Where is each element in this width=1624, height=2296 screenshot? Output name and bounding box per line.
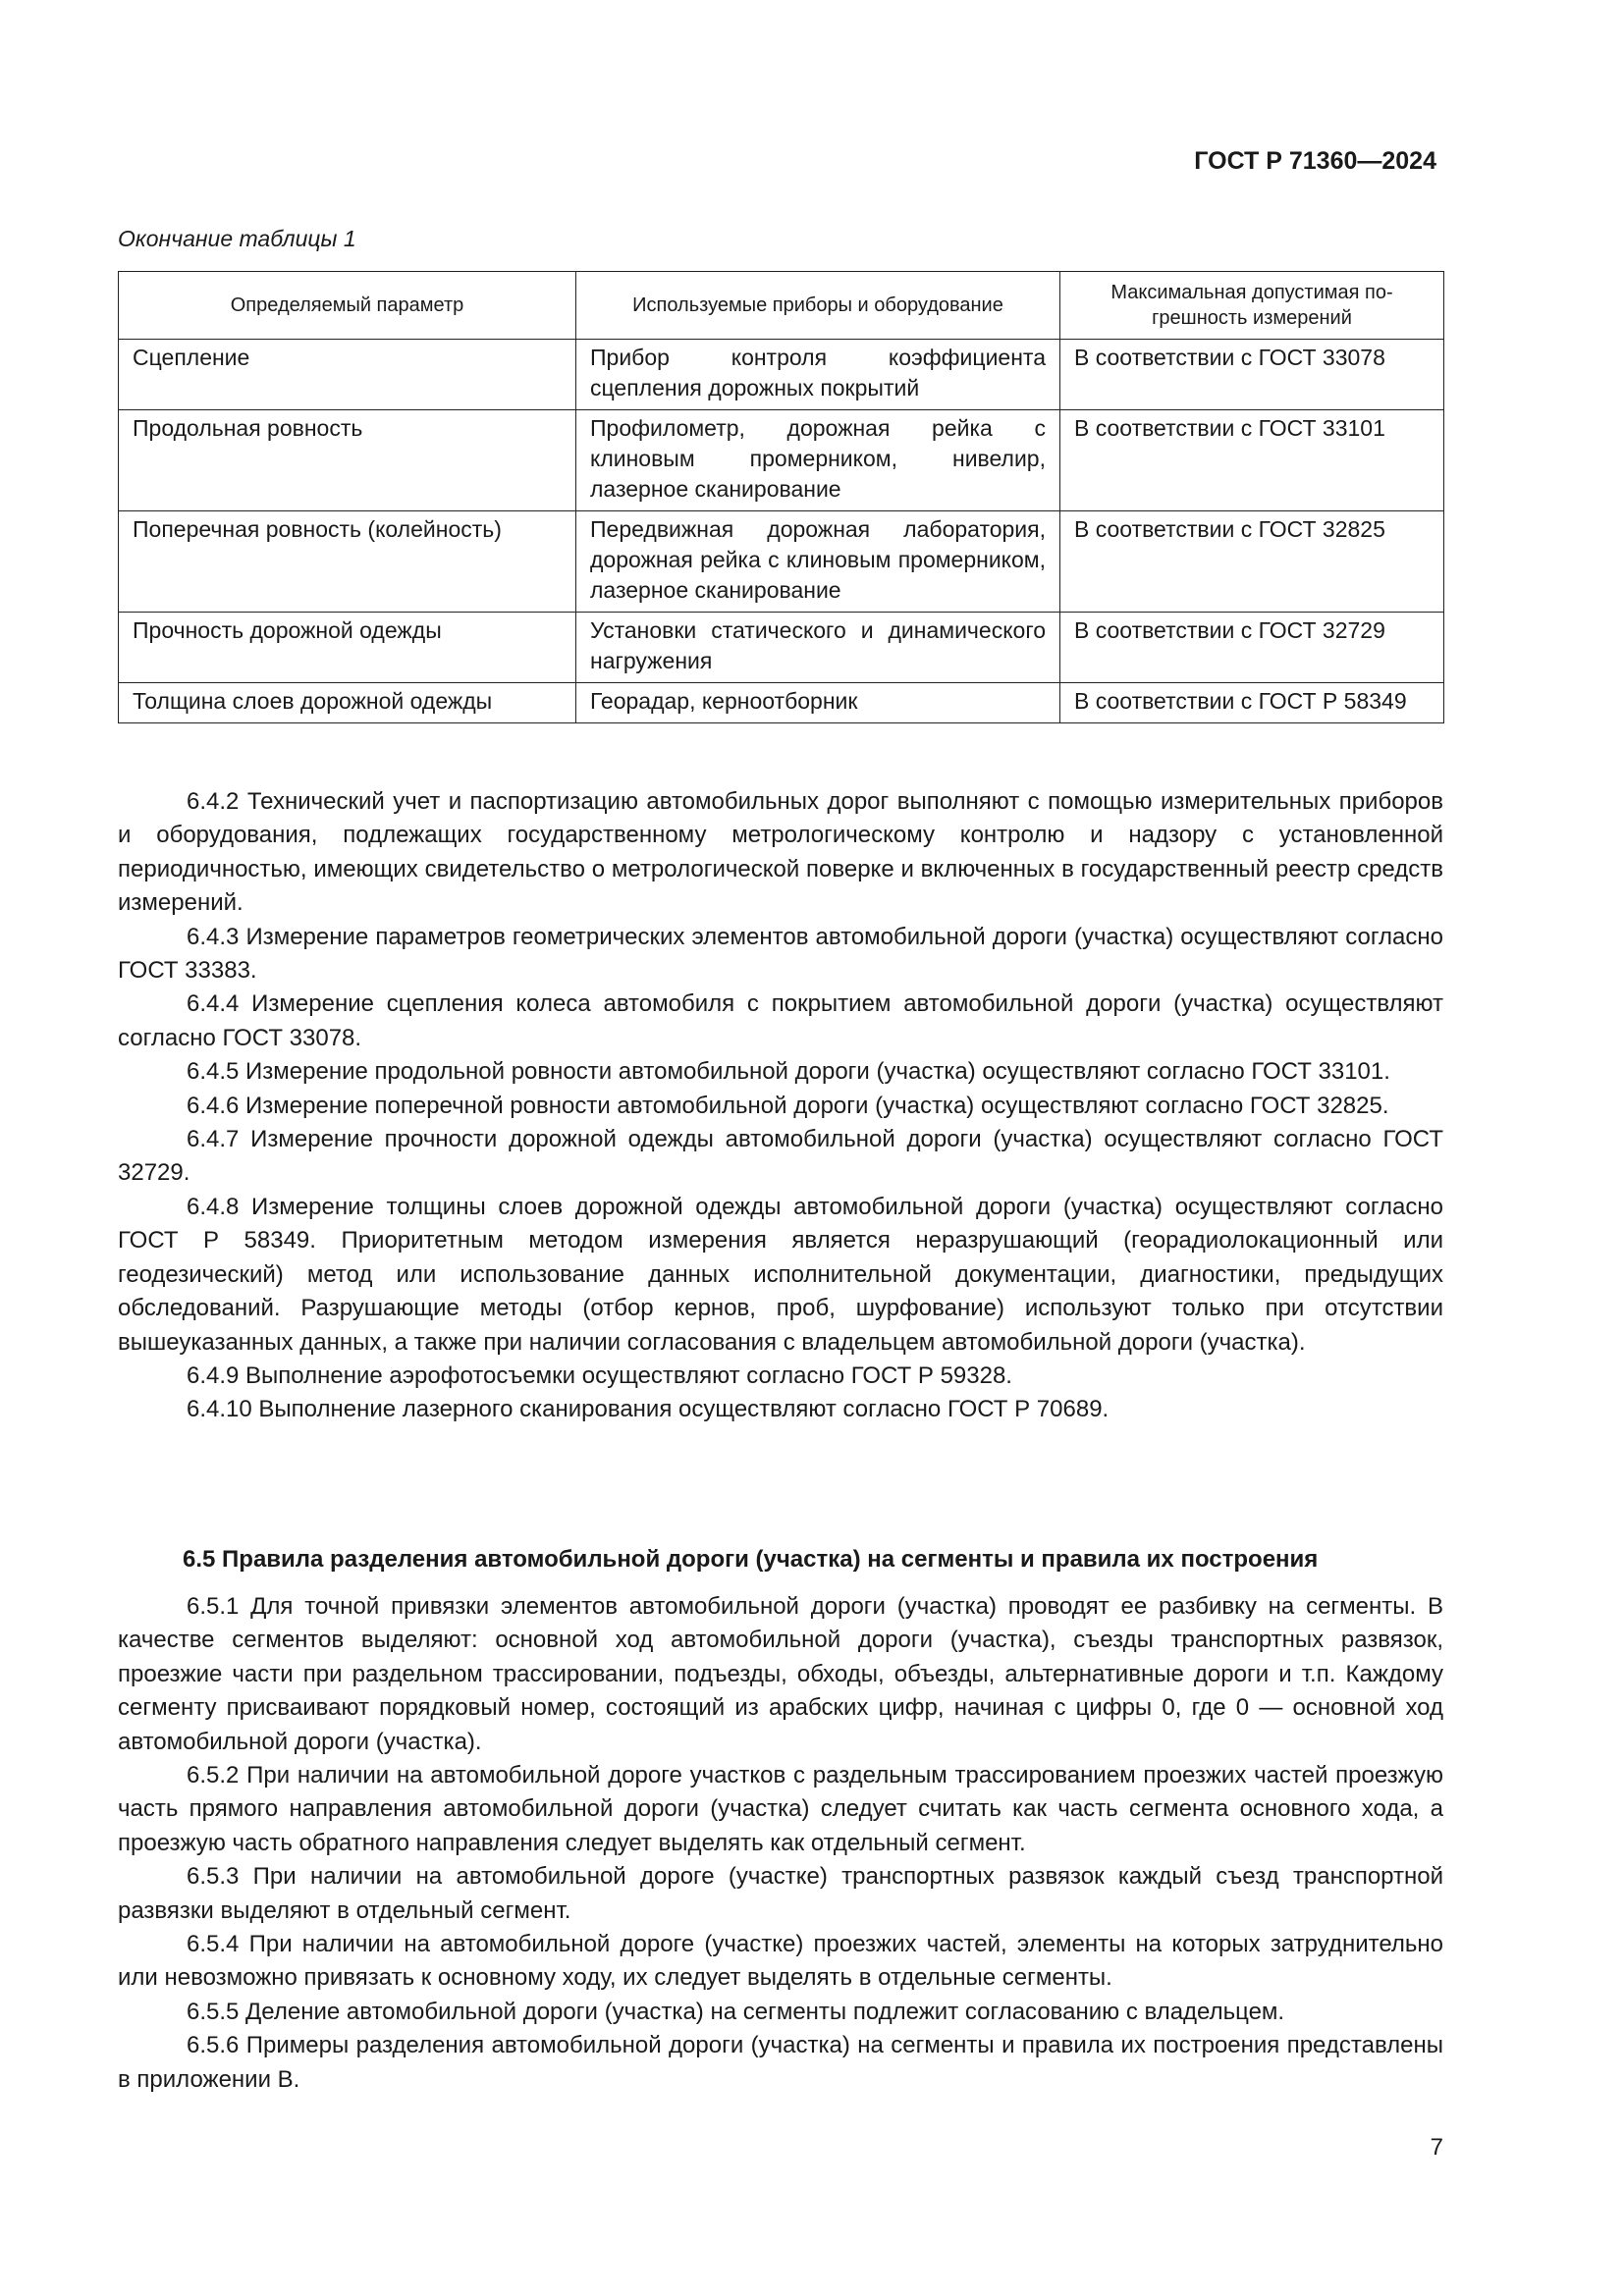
section-6-5-text (118, 1590, 1443, 2097)
table-header-row (119, 272, 1444, 340)
document-code: ГОСТ Р 71360—2024 (1194, 147, 1436, 175)
column-header-max-error: Максимальная допустимая по-грешность измерений (1060, 272, 1444, 340)
table-row (119, 410, 1444, 511)
cell-equipment: Установки статического и динамического нагружения (576, 613, 1060, 683)
table-caption: Окончание таблицы 1 (118, 226, 356, 251)
paragraph-6-4-3: 6.4.3 Измерение параметров геометрических элементов автомобильной дороги (участка) осуществляют согласно ГОСТ 33383. (118, 923, 1443, 985)
cell-error: В соответствии с ГОСТ 32729 (1060, 613, 1444, 683)
page-number: 7 (1430, 2134, 1443, 2161)
table-row (119, 340, 1444, 410)
cell-error: В соответствии с ГОСТ 32825 (1060, 511, 1444, 613)
section-heading: 6.5 Правила разделения автомобильной дороги (участка) на сегменты и правила их построения (183, 1546, 1319, 1573)
cell-parameter: Сцепление (119, 340, 576, 410)
table-row (119, 683, 1444, 723)
cell-parameter: Поперечная ровность (колейность) (119, 511, 576, 613)
paragraph-6-4-5: 6.4.5 Измерение продольной ровности автомобильной дороги (участка) осуществляют согласно ГОСТ 33101. (187, 1058, 1390, 1086)
parameters-table (118, 271, 1444, 723)
paragraph-6-4-4: 6.4.4 Измерение сцепления колеса автомобиля с покрытием автомобильной дороги (участка) осуществляют согласно ГОСТ 33078. (118, 990, 1443, 1051)
paragraph-6-5-3: 6.5.3 При наличии на автомобильной дороге (участке) транспортных развязок каждый съезд транспортной развязки выделяют в отдельный сегмент. (118, 1863, 1443, 1924)
paragraph-6-4-8: 6.4.8 Измерение толщины слоев дорожной одежды автомобильной дороги (участка) осуществляют согласно ГОСТ Р 58349. Приоритетным методом измерения является неразрушающий (георадиолокационный или геодезический) метод или использование данных исполнительной документации, диагностики, предыдущих обследований. Разрушающие методы (отбор кернов, проб, шурфование) используют только при отсутствии вышеуказанных данных, а также при наличии согласования с владельцем автомобильной дороги (участка). (118, 1193, 1443, 1356)
paragraph-6-4-9: 6.4.9 Выполнение аэрофотосъемки осуществляют согласно ГОСТ Р 59328. (187, 1362, 1012, 1389)
section-6-5-heading-block (118, 1543, 1443, 1576)
paragraph-6-5-2: 6.5.2 При наличии на автомобильной дороге участков с раздельным трассированием проезжих частей проезжую часть прямого направления автомобильной дороги (участка) следует считать как часть сегмента основного хода, а проезжую часть обратного направления следует выделять как отдельный сегмент. (118, 1762, 1443, 1856)
column-header-parameter: Определяемый параметр (119, 272, 576, 340)
cell-error: В соответствии с ГОСТ 33078 (1060, 340, 1444, 410)
cell-error: В соответствии с ГОСТ Р 58349 (1060, 683, 1444, 723)
cell-error: В соответствии с ГОСТ 33101 (1060, 410, 1444, 511)
paragraph-6-5-1: 6.5.1 Для точной привязки элементов автомобильной дороги (участка) проводят ее разбивку на сегменты. В качестве сегментов выделяют: основной ход автомобильной дороги (участка), съезды транспортных развязок, проезжие части при раздельном трассировании, подъезды, обходы, объезды, альтернативные дороги и т.п. Каждому сегменту присваивают порядковый номер, состоящий из арабских цифр, начиная с цифры 0, где 0 — основной ход автомобильной дороги (участка). (118, 1593, 1443, 1755)
paragraph-6-4-6: 6.4.6 Измерение поперечной ровности автомобильной дороги (участка) осуществляют согласно ГОСТ 32825. (187, 1092, 1389, 1119)
cell-equipment: Передвижная дорожная лаборатория, дорожная рейка с клиновым промерником, лазерное сканирование (576, 511, 1060, 613)
column-header-equipment: Используемые приборы и оборудование (576, 272, 1060, 340)
cell-parameter: Толщина слоев дорожной одежды (119, 683, 576, 723)
paragraph-6-5-6: 6.5.6 Примеры разделения автомобильной дороги (участка) на сегменты и правила их построения представлены в приложении В. (118, 2032, 1443, 2093)
paragraph-6-4-10: 6.4.10 Выполнение лазерного сканирования осуществляют согласно ГОСТ Р 70689. (187, 1396, 1110, 1423)
table-row (119, 613, 1444, 683)
cell-parameter: Продольная ровность (119, 410, 576, 511)
paragraph-6-5-4: 6.5.4 При наличии на автомобильной дороге (участке) проезжих частей, элементы на которых затруднительно или невозможно привязать к основному ходу, их следует выделять в отдельные сегменты. (118, 1931, 1443, 1992)
section-6-4-text (118, 785, 1443, 1427)
cell-parameter: Прочность дорожной одежды (119, 613, 576, 683)
cell-equipment: Георадар, керноотборник (576, 683, 1060, 723)
paragraph-6-4-7: 6.4.7 Измерение прочности дорожной одежды автомобильной дороги (участка) осуществляют согласно ГОСТ 32729. (118, 1126, 1443, 1187)
cell-equipment: Прибор контроля коэффициента сцепления дорожных покрытий (576, 340, 1060, 410)
table-row (119, 511, 1444, 613)
cell-equipment: Профилометр, дорожная рейка с клиновым промерником, нивелир, лазерное сканирование (576, 410, 1060, 511)
paragraph-6-5-5: 6.5.5 Деление автомобильной дороги (участка) на сегменты подлежит согласованию с владельцем. (187, 1998, 1285, 2025)
paragraph-6-4-2: 6.4.2 Технический учет и паспортизацию автомобильных дорог выполняют с помощью измерительных приборов и оборудования, подлежащих государственному метрологическому контролю и надзору с установленной периодичностью, имеющих свидетельство о метрологической поверке и включенных в государственный реестр средств измерений. (118, 788, 1443, 917)
